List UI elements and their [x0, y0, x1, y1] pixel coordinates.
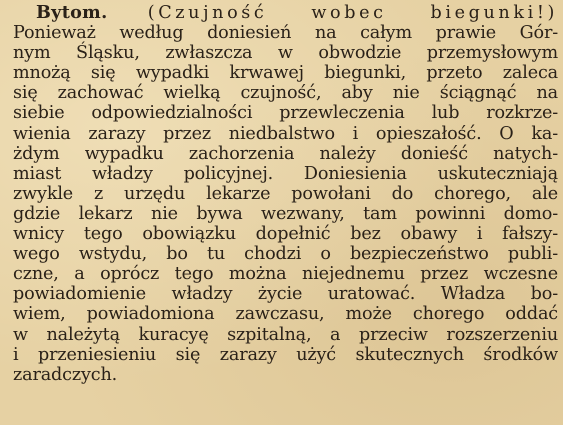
- article-line: wienia zarazy przez niedbalstwo i opieszałość. O ka-: [13, 123, 558, 144]
- article-line: i przeniesieniu się zarazy użyć skutecznych środków: [13, 344, 558, 365]
- article-line: Ponieważ według doniesień na całym prawie Gór-: [13, 23, 558, 44]
- article-line: nym Śląsku, zwłaszcza w obwodzie przemysłowym: [13, 43, 558, 64]
- article-line: powiadomienie władzy życie uratować. Władza bo-: [13, 284, 558, 305]
- article-line: się zachować wielką czujność, aby nie ściągnąć na: [13, 83, 558, 104]
- article-line: zwykle z urzędu lekarze powołani do chorego, ale: [13, 183, 558, 204]
- article-line: zaradczych.: [13, 364, 118, 385]
- article-heading-line: [13, 3, 558, 23]
- article-line: wego wstydu, bo tu chodzi o bezpieczeństwo publi-: [13, 244, 558, 265]
- article-line: czne, a oprócz tego można niejednemu przez wczesne: [13, 264, 558, 285]
- article-place: Bytom.: [36, 2, 108, 23]
- article-line: mnożą się wypadki krwawej biegunki, przeto zaleca: [13, 63, 558, 84]
- article-line: gdzie lekarz nie bywa wezwany, tam powinni domo-: [13, 203, 558, 224]
- article-line: wnicy tego obowiązku dopełnić bez obawy i fałszy-: [13, 224, 558, 245]
- article-line: siebie odpowiedzialności przewleczenia lub rozkrze-: [13, 103, 558, 124]
- article-line: wiem, powiadomiona zawczasu, może chorego oddać: [13, 304, 558, 325]
- article-line: miast władzy policyjnej. Doniesienia uskuteczniają: [13, 163, 558, 184]
- article-heading: (Czujność wobec biegunki!): [147, 3, 558, 23]
- article-line: żdym wypadku zachorzenia należy donieść natych-: [13, 143, 558, 164]
- news-article: [13, 3, 558, 385]
- article-line: w należytą kuracyę szpitalną, a przeciw rozszerzeniu: [13, 324, 558, 345]
